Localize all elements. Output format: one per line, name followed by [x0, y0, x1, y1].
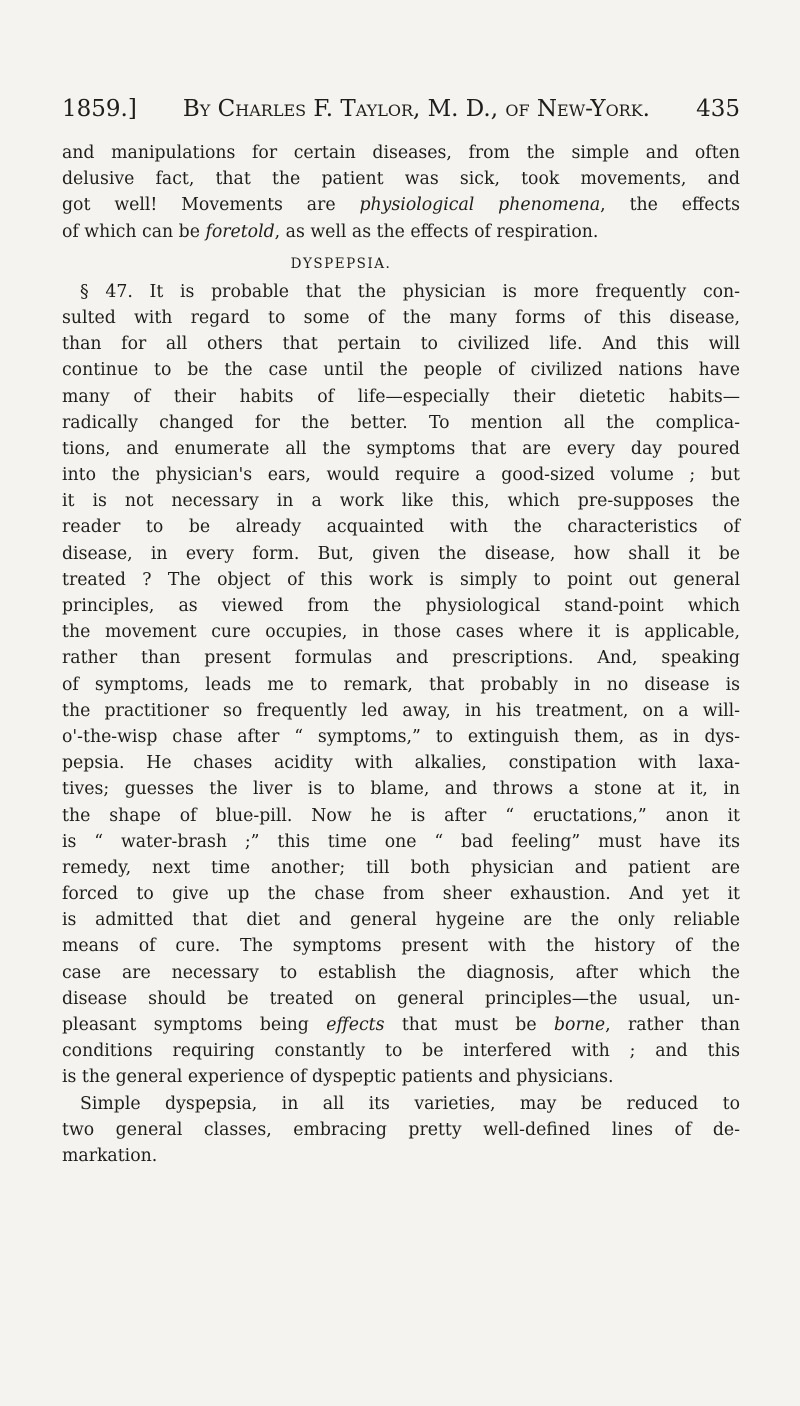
italic-phrase: physiological phenomena — [359, 195, 601, 216]
text-line: tions, and enumerate all the symptoms that are every day poured — [62, 438, 740, 459]
text-line: sulted with regard to some of the many forms of this disease, — [62, 307, 740, 328]
text-line: disease, in every form. But, given the disease, how shall it be — [62, 543, 740, 564]
italic-phrase: effects — [326, 1015, 385, 1035]
running-head — [62, 94, 740, 124]
text-line: the practitioner so frequently led away, in his treatment, on a will- — [62, 700, 740, 721]
text-line: than for all others that pertain to civilized life. And this will — [62, 334, 740, 355]
text-line: forced to give up the chase from sheer exhaustion. And yet it — [62, 884, 740, 905]
text-line: continue to be the case until the people of civilized nations have — [62, 360, 740, 381]
italic-phrase: borne — [553, 1015, 606, 1035]
text-line: disease should be treated on general principles—the usual, un- — [62, 988, 740, 1009]
text-line: treated ? The object of this work is simply to point out general — [62, 569, 740, 590]
text-line: it is not necessary in a work like this, which pre-supposes the — [62, 491, 740, 512]
text-line: o'-the-wisp chase after “ symptoms,” to extinguish them, as in dys- — [62, 726, 740, 747]
text-line: two general classes, embracing pretty well-defined lines of de- — [62, 1119, 740, 1140]
text-line: and manipulations for certain diseases, from the simple and often — [62, 143, 740, 163]
page-number: 435 — [696, 96, 740, 122]
text-line: principles, as viewed from the physiological stand-point which — [62, 596, 740, 616]
text-line: radically changed for the better. To mention all the complica- — [62, 412, 740, 433]
text-line: many of their habits of life—especially their dietetic habits— — [62, 386, 740, 407]
text-line: tives; guesses the liver is to blame, and throws a stone at it, in — [62, 779, 740, 800]
running-head-year: 1859.] — [62, 96, 137, 122]
text-line: delusive fact, that the patient was sick, took movements, and — [62, 169, 740, 190]
text-line: reader to be already acquainted with the characteristics of — [62, 517, 740, 538]
text-line: means of cure. The symptoms present with the history of the — [62, 936, 740, 957]
running-head-author: By Charles F. Taylor, M. D., of New-York. — [182, 96, 650, 122]
text-line: got well! Movements are physiological phenomena, the effects — [62, 195, 740, 216]
text-line: rather than present formulas and prescriptions. And, speaking — [62, 648, 740, 669]
text-line: of symptoms, leads me to remark, that probably in no disease is — [62, 674, 740, 695]
text-line: of which can be foretold, as well as the effects of respiration. — [62, 221, 599, 242]
text-line: the movement cure occupies, in those cases where it is applicable, — [62, 622, 740, 643]
text-line: the shape of blue-pill. Now he is after “ eructations,” anon it — [62, 805, 740, 826]
text-line: is the general experience of dyspeptic patients and physicians. — [62, 1067, 614, 1088]
text-line: is admitted that diet and general hygeine are the only reliable — [62, 910, 740, 931]
text-line: pepsia. He chases acidity with alkalies, constipation with laxa- — [62, 753, 740, 774]
text-line: case are necessary to establish the diagnosis, after which the — [62, 962, 740, 983]
book-page — [62, 0, 740, 1406]
text-line: into the physician's ears, would require a good-sized volume ; but — [62, 465, 740, 486]
section-heading: DYSPEPSIA. — [290, 255, 392, 272]
italic-phrase: foretold — [205, 221, 275, 242]
text-line: conditions requiring constantly to be interfered with ; and this — [62, 1041, 740, 1062]
text-line: markation. — [62, 1145, 158, 1166]
text-line: is “ water-brash ;” this time one “ bad feeling” must have its — [62, 831, 740, 852]
body-text — [62, 140, 740, 1169]
text-line: pleasant symptoms being effects that must be borne, rather than — [62, 1015, 740, 1035]
text-line: Simple dyspepsia, in all its varieties, may be reduced to — [80, 1093, 740, 1114]
text-line: § 47. It is probable that the physician is more frequently con- — [80, 281, 740, 302]
text-line: remedy, next time another; till both physician and patient are — [62, 857, 740, 878]
